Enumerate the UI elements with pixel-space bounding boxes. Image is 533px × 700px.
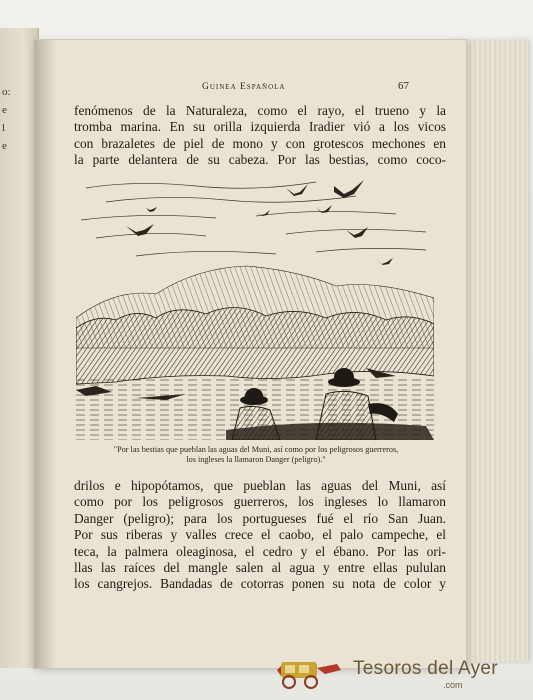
text-line: drilos e hipopótamos, que pueblan las aguas del Muni, así xyxy=(74,478,446,493)
text-line: Danger (peligro); para los portugueses fué el río San Juan. xyxy=(74,510,446,526)
site-watermark xyxy=(275,656,525,690)
left-page-fragment: o: xyxy=(2,86,11,98)
text-line: como por los peligrosos guerreros, los ingleses lo llamaron xyxy=(74,494,446,510)
seagull-icons xyxy=(126,180,393,265)
text-line: tromba marina. En su orilla izquierda Iradier vió a los vicos xyxy=(74,119,446,135)
text-line: fenómenos de la Naturaleza, como el rayo, el trueno y la xyxy=(74,103,446,118)
left-page-fragment: e xyxy=(2,140,7,152)
text-line: teca, la palmera oleaginosa, el cedro y el ébano. Por las ori- xyxy=(74,543,446,559)
left-page-fragment: e xyxy=(2,104,7,116)
text-line: la parte delantera de su cabeza. Por las bestias, como coco- xyxy=(74,152,446,168)
watermark-domain: .com xyxy=(443,680,463,690)
page-number: 67 xyxy=(398,80,409,92)
left-page-fragment: l xyxy=(2,122,6,134)
running-head: Guinea Española xyxy=(202,82,286,92)
top-paragraph xyxy=(74,103,446,169)
sky-clouds xyxy=(81,182,426,256)
illustration-caption xyxy=(86,445,426,465)
gutter-shadow xyxy=(34,40,56,668)
caption-line: "Por las bestias que pueblan las aguas del Muni, así como por los peligrosos guerreros, xyxy=(113,445,399,454)
carriage-logo-icon xyxy=(275,656,345,690)
text-line: llas las raíces del mangle salen al agua y entre ellas pululan xyxy=(74,560,446,576)
landscape-illustration xyxy=(76,168,434,440)
text-line: Por sus riberas y valles crece el caobo, el palo campeche, el xyxy=(74,527,446,543)
text-line: los cangrejos. Bandadas de cotorras ponen su nota de color y xyxy=(74,576,446,592)
text-line: con brazaletes de piel de mono y con grotescos mechones en xyxy=(74,135,446,151)
caption-line: los ingleses la llamaron Danger (peligro)." xyxy=(186,455,326,464)
bottom-paragraph xyxy=(74,478,446,593)
book-page xyxy=(34,40,466,668)
watermark-text: Tesoros del Ayer xyxy=(353,658,498,679)
